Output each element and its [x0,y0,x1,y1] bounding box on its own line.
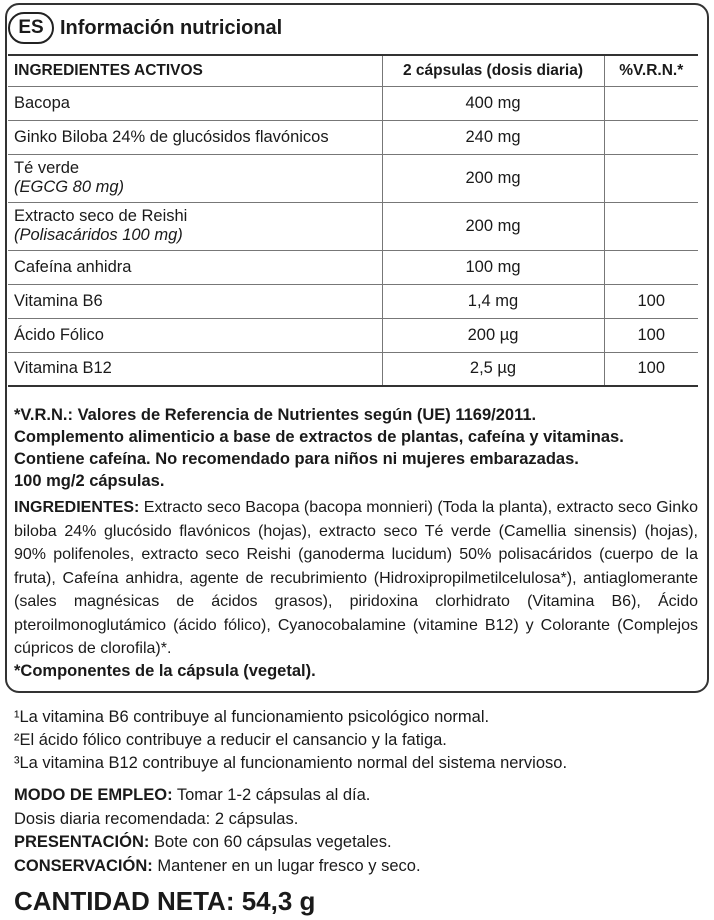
footnote: ²El ácido fólico contribuye a reducir el cansancio y la fatiga. [14,731,447,749]
ingredient-vrn: 100 [604,318,698,352]
panel-header [8,12,282,44]
ingredient-amount: 2,5 µg [382,352,604,386]
conservation-text: Mantener en un lugar fresco y seco. [152,856,421,875]
net-quantity: CANTIDAD NETA: 54,3 g [14,886,316,916]
caffeine-warning: Contiene cafeína. No recomendado para niños ni mujeres embarazadas. [14,450,579,468]
ingredient-detail: (Polisacáridos 100 mg) [14,226,183,244]
column-header: %V.R.N.* [604,55,698,86]
table-row [8,86,698,120]
column-header: 2 cápsulas (dosis diaria) [382,55,604,86]
ingredient-vrn [604,154,698,202]
footnote: ¹La vitamina B6 contribuye al funcionamiento psicológico normal. [14,708,490,726]
footnotes [14,706,567,775]
ingredient-amount: 100 mg [382,250,604,284]
ingredient-amount: 200 µg [382,318,604,352]
ingredient-vrn: 100 [604,352,698,386]
ingredient-amount: 200 mg [382,154,604,202]
table-row [8,250,698,284]
table-row [8,284,698,318]
panel-title: Información nutricional [60,16,283,39]
ingredient-vrn [604,120,698,154]
ingredients-label: INGREDIENTES: [14,499,140,516]
supplement-note: Complemento alimenticio a base de extractos de plantas, cafeína y vitaminas. [14,428,624,446]
usage-info [14,784,421,878]
ingredient-cell [8,202,382,250]
column-header: INGREDIENTES ACTIVOS [8,55,382,86]
table-row [8,120,698,154]
ingredient-amount: 200 mg [382,202,604,250]
ingredient-name: Bacopa [8,86,382,120]
usage-mode-text: Tomar 1-2 cápsulas al día. [172,786,371,804]
caffeine-amount: 100 mg/2 cápsulas. [14,472,165,490]
ingredient-amount: 1,4 mg [382,284,604,318]
daily-dose: Dosis diaria recomendada: 2 cápsulas. [14,809,299,828]
nutrition-table [8,54,698,387]
language-badge: ES [8,12,54,44]
presentation-label: PRESENTACIÓN: [14,833,150,851]
ingredient-name: Vitamina B6 [8,284,382,318]
ingredient-amount: 400 mg [382,86,604,120]
table-row [8,318,698,352]
ingredient-name: Ácido Fólico [8,318,382,352]
ingredient-amount: 240 mg [382,120,604,154]
conservation-label: CONSERVACIÓN: [14,856,153,875]
ingredient-name: Vitamina B12 [8,352,382,386]
ingredient-cell [8,154,382,202]
regulatory-notes [14,404,694,492]
ingredients-list [14,496,698,661]
table-row [8,154,698,202]
ingredient-name: Ginko Biloba 24% de glucósidos flavónicos [8,120,382,154]
ingredients-text: Extracto seco Bacopa (bacopa monnieri) (Toda la planta), extracto seco Ginko biloba 24% glucósido flavónicos (hojas), extracto seco Té verde (Camellia sinensis) (hojas), 90% polifenoles, extracto seco Reishi (ganoderma lucidum) 50% polisacáridos (cuerpo de la fruta), Cafeína anhidra, agente de recubrimiento (Hidroxipropilmetilcelulosa*), antiaglomerante (sales magnésicas de ácidos grasos), piridoxina clorhidrato (Vitamina B6), Ácido pteroilmonoglutámico (ácido fólico), Cyanocobalamine (vitamine B12) y Colorante (Complejos cúpricos de clorofila)*. [14,499,698,657]
table-header-row [8,55,698,86]
ingredient-vrn [604,202,698,250]
usage-mode-label: MODO DE EMPLEO: [14,786,173,804]
ingredient-vrn [604,86,698,120]
table-row [8,202,698,250]
presentation [14,831,421,855]
ingredient-vrn: 100 [604,284,698,318]
vrn-note: *V.R.N.: Valores de Referencia de Nutrientes según (UE) 1169/2011. [14,406,537,424]
capsule-note: *Componentes de la cápsula (vegetal). [14,662,316,680]
ingredient-name: Cafeína anhidra [8,250,382,284]
ingredient-name: Té verde [14,159,80,177]
ingredient-vrn [604,250,698,284]
table-row [8,352,698,386]
usage-mode [14,784,421,808]
ingredient-detail: (EGCG 80 mg) [14,178,125,196]
footnote: ³La vitamina B12 contribuye al funcionamiento normal del sistema nervioso. [14,754,568,772]
conservation [14,855,421,879]
ingredient-name: Extracto seco de Reishi [14,207,188,225]
presentation-text: Bote con 60 cápsulas vegetales. [149,833,392,851]
